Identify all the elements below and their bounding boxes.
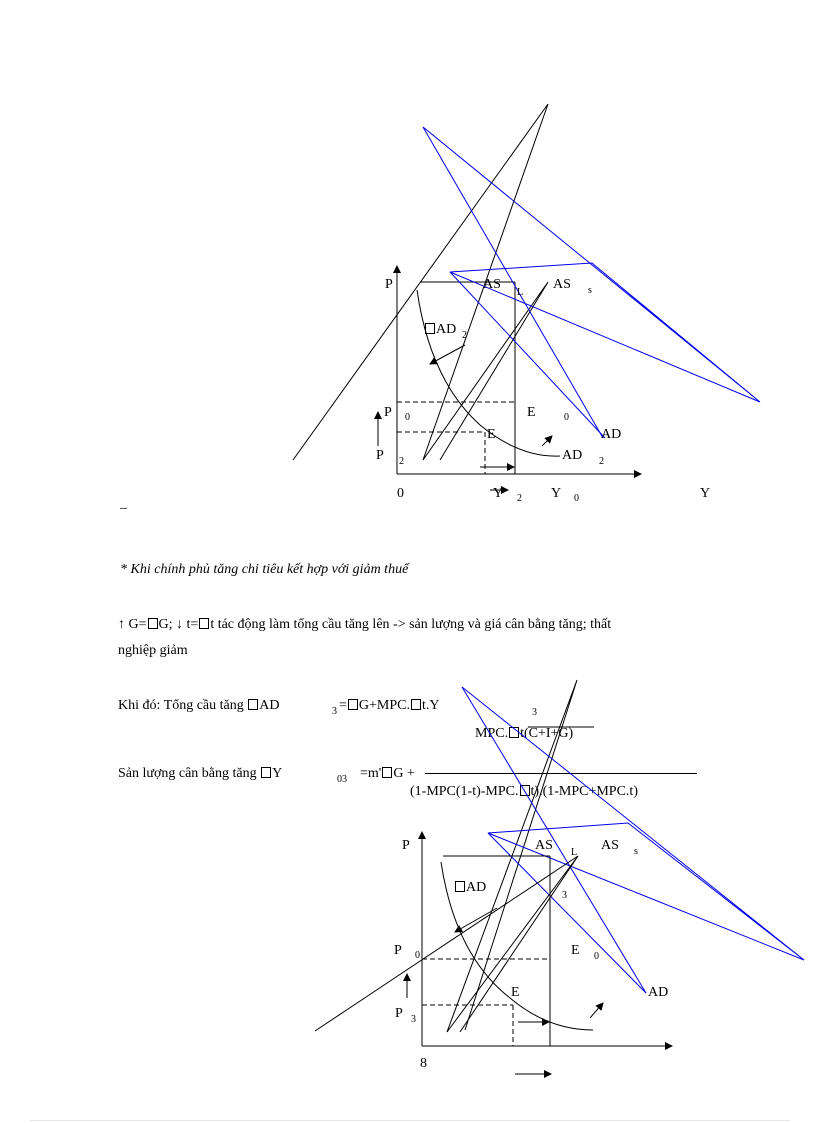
fig1-axis-p: P (385, 277, 393, 292)
fig2-shift-arrow-left (455, 908, 497, 932)
ad-formula-2: G+MPC. (358, 698, 410, 713)
y-formula-sub: 03 (337, 774, 347, 785)
fig2-origin: 8 (420, 1056, 427, 1071)
fig1-delta-ad-text: AD (436, 322, 457, 337)
fig1-delta-ad-sub: 2 (462, 330, 467, 341)
para-t-text: t= (186, 617, 199, 632)
fig1-e0: E (527, 405, 536, 420)
stray-dash: _ (120, 496, 127, 511)
fig2-p3-sub: 3 (411, 1014, 416, 1025)
ad-formula-3: t.Y (421, 698, 440, 713)
fig1-e: E (487, 427, 496, 442)
fig2-black-triangle (315, 856, 578, 1032)
fig2-e0-sub: 0 (594, 951, 599, 962)
denominator-text: (1-MPC(1-t)-MPC. (410, 784, 519, 799)
fig2-delta-ad-sub: 3 (562, 890, 567, 901)
fig1-origin: 0 (397, 486, 404, 501)
fig2-blue-lines-top-2 (462, 687, 804, 960)
fig2-delta-symbol (455, 881, 465, 892)
y-label-text: Y (272, 766, 283, 781)
fig1-asl-label: AS (483, 277, 501, 292)
y-formula-text: =m' (360, 766, 382, 781)
fig1-p2-sub: 2 (399, 456, 404, 467)
fig2-axis-p: P (402, 838, 410, 853)
down-arrow-icon: ↓ (176, 617, 184, 632)
fig2-delta-ad-text: AD (466, 880, 487, 895)
section-heading: * Khi chính phủ tăng chi tiêu kết hợp với giảm thuế (120, 562, 409, 577)
y-intro-text: Sản lượng cân bằng tăng (118, 766, 257, 781)
fig1-e0-sub: 0 (564, 412, 569, 423)
fig2-p0: P (394, 943, 402, 958)
fig1-p2: P (376, 448, 384, 463)
fig1-ass-label: AS (553, 277, 571, 292)
fig2-asl-label: AS (535, 838, 553, 853)
numerator-text-2: t(C+I+G) (520, 726, 574, 741)
ad-label-text: AD (259, 698, 280, 713)
fig2-e0: E (571, 943, 580, 958)
fig1-asl-sub: L (517, 287, 524, 298)
page-footer-rule (30, 1120, 790, 1121)
fig2-p0-sub: 0 (415, 950, 420, 961)
fig1-p0: P (384, 405, 392, 420)
y-formula-text-2: G + (393, 766, 415, 781)
fig1-y0: Y (551, 486, 562, 501)
para-g2-text: G; (158, 617, 173, 632)
ad-intro-text: Khi đó: Tổng cầu tăng (118, 698, 244, 713)
fig2-shift-arrow-up (590, 1003, 603, 1018)
fig2-ass-sub: s (634, 846, 638, 857)
fig2-ass-label: AS (601, 838, 619, 853)
fig2-ad: AD (648, 985, 669, 1000)
para-g-text: G= (128, 617, 147, 632)
paragraph-line-2: nghiệp giảm (118, 643, 188, 658)
fig1-y2-sub: 2 (517, 493, 522, 504)
formula-superscript: 3 (532, 707, 537, 718)
fig2-blue-line-3 (488, 833, 646, 993)
ad-formula-sub: 3 (332, 706, 337, 717)
up-arrow-icon: ↑ (118, 617, 125, 632)
fig1-ad: AD (601, 427, 622, 442)
denominator-text-2: t).(1-MPC+MPC.t) (530, 784, 638, 799)
fig1-y0-sub: 0 (574, 493, 579, 504)
fig2-p3: P (395, 1006, 403, 1021)
fig1-ad2: AD (562, 448, 583, 463)
ad-eq: = (339, 698, 347, 713)
fig1-axis-y: Y (700, 486, 711, 501)
fig2-delta-ad (454, 880, 486, 896)
fig1-y2: Y (493, 486, 504, 501)
fig1-ad2-sub: 2 (599, 456, 604, 467)
fig2-e: E (511, 985, 520, 1000)
fig2-asl-sub: L (571, 847, 578, 858)
numerator-text: MPC. (475, 726, 509, 741)
para-rest-text: t tác động làm tổng cầu tăng lên -> sản lượng và giá cân bằng tăng; thất (210, 617, 612, 632)
fig1-ass-sub: s (588, 285, 592, 296)
fig1-p0-sub: 0 (405, 412, 410, 423)
